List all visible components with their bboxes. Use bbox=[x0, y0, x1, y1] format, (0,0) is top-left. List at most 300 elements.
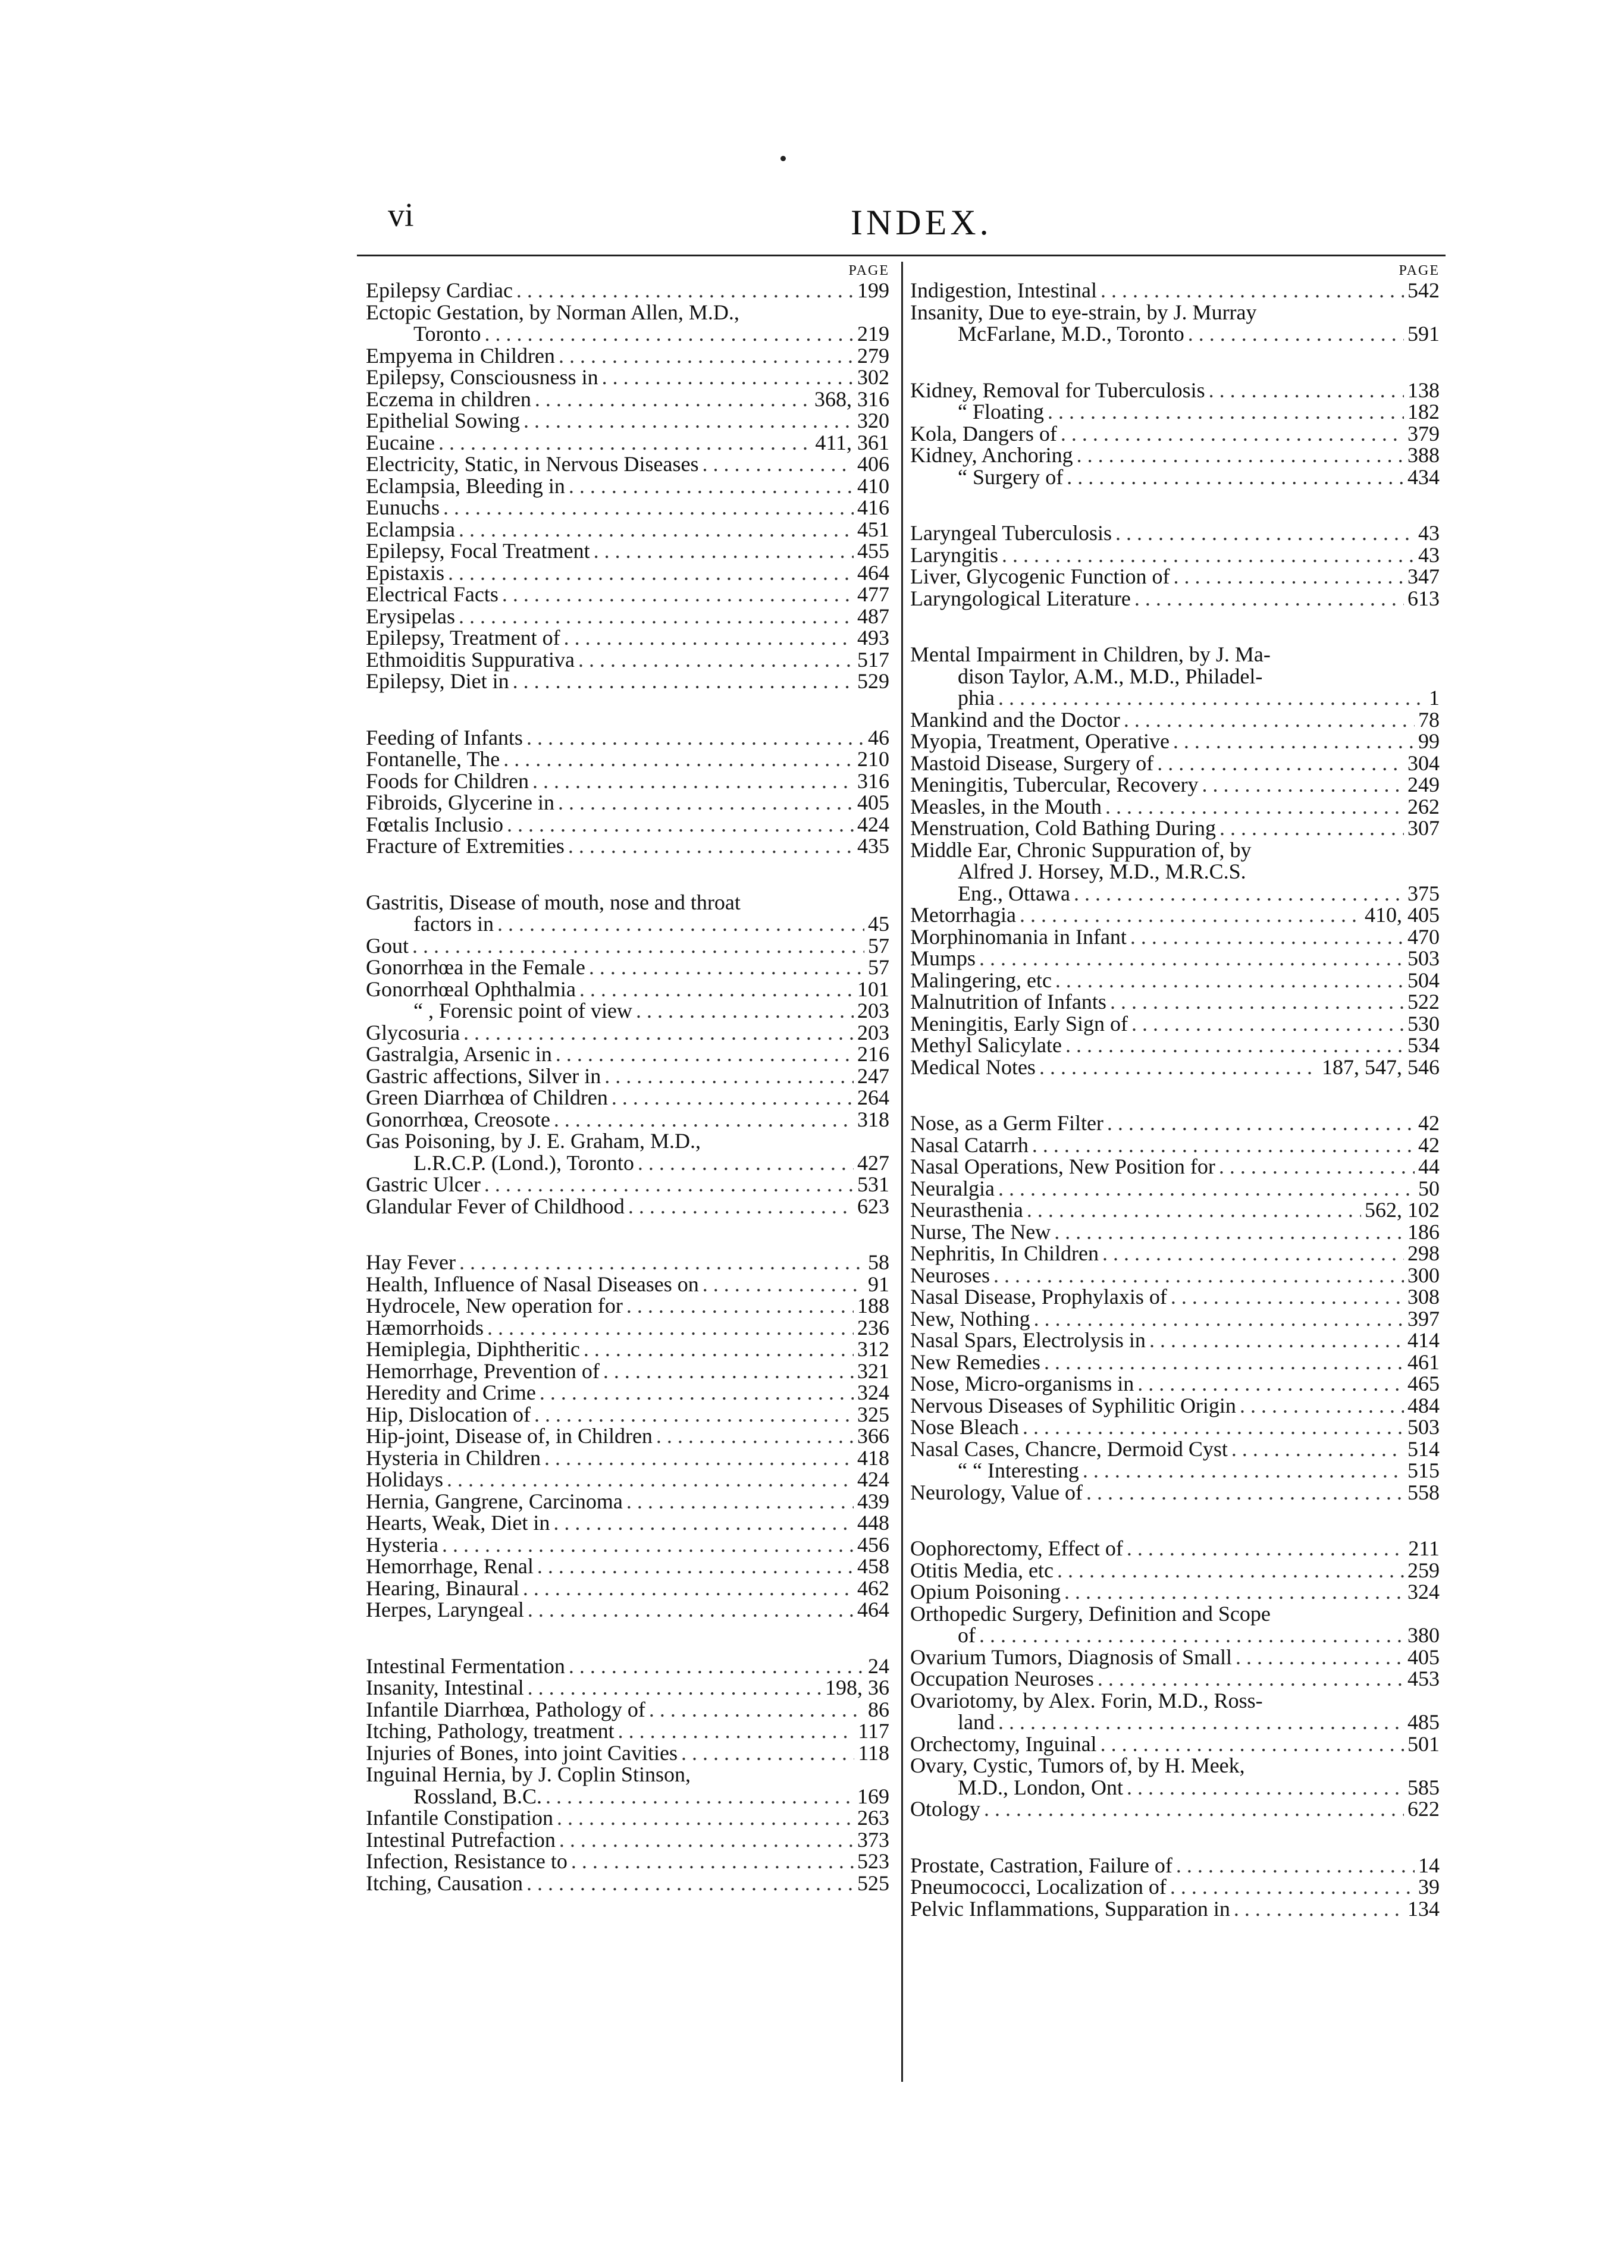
dot-leader bbox=[584, 1338, 854, 1360]
index-page-number: 523 bbox=[857, 1849, 889, 1873]
index-page-number: 439 bbox=[857, 1489, 889, 1513]
dot-leader bbox=[569, 1655, 864, 1677]
index-entry bbox=[366, 1786, 889, 1808]
index-entry-text: Ovary, Cystic, Tumors of, by H. Meek, bbox=[910, 1753, 1245, 1777]
index-entry-text: Mastoid Disease, Surgery of bbox=[910, 751, 1154, 775]
index-entry-text: Nose Bleach bbox=[910, 1415, 1019, 1439]
dot-leader bbox=[1061, 423, 1404, 445]
index-entry-text: Kidney, Anchoring bbox=[910, 443, 1073, 467]
index-entry-text: Kola, Dangers of bbox=[910, 421, 1057, 446]
index-entry bbox=[910, 904, 1440, 926]
index-page-number: 263 bbox=[857, 1806, 889, 1830]
dot-leader bbox=[1057, 1560, 1404, 1582]
index-entry bbox=[366, 388, 889, 410]
index-entry-text: Injuries of Bones, into joint Cavities bbox=[366, 1740, 678, 1765]
dot-leader bbox=[532, 770, 854, 792]
index-entry bbox=[910, 709, 1440, 731]
dot-leader bbox=[484, 1174, 854, 1196]
index-page-number: 558 bbox=[1407, 1480, 1440, 1504]
index-entry-text: Epilepsy, Treatment of bbox=[366, 626, 560, 650]
index-entry bbox=[366, 1152, 889, 1174]
index-entry-text: Mumps bbox=[910, 946, 976, 970]
index-page-number: 435 bbox=[857, 834, 889, 858]
index-page-number: 397 bbox=[1407, 1306, 1440, 1331]
index-page-number: 493 bbox=[857, 626, 889, 650]
dot-leader bbox=[1044, 1351, 1404, 1373]
index-entry-text: Nasal Catarrh bbox=[910, 1133, 1029, 1157]
dot-leader bbox=[612, 1087, 854, 1109]
index-entry-text: Insanity, Due to eye-strain, by J. Murray bbox=[910, 300, 1257, 324]
dot-leader bbox=[503, 748, 854, 770]
dot-leader bbox=[1048, 401, 1404, 423]
index-column-right bbox=[910, 262, 1440, 1919]
index-entry-text: Insanity, Intestinal bbox=[366, 1676, 524, 1699]
index-entry-text: Eunuchs bbox=[366, 495, 440, 519]
index-entry-text: Glandular Fever of Childhood bbox=[366, 1194, 625, 1218]
index-entry bbox=[366, 1360, 889, 1382]
index-page-number: 623 bbox=[857, 1194, 889, 1218]
dot-leader bbox=[998, 687, 1425, 709]
index-entry bbox=[910, 1668, 1440, 1690]
index-entry-text: phia bbox=[958, 686, 995, 710]
index-entry-text: Ovarium Tumors, Diagnosis of Small bbox=[910, 1645, 1233, 1669]
index-entry bbox=[366, 1677, 889, 1699]
left-entries bbox=[366, 280, 889, 1894]
index-entry bbox=[366, 748, 889, 770]
index-entry-text: Hernia, Gangrene, Carcinoma bbox=[366, 1489, 623, 1513]
column-divider bbox=[901, 262, 903, 2082]
index-page-number: 91 bbox=[868, 1272, 889, 1296]
dot-leader bbox=[557, 1807, 854, 1829]
index-entry bbox=[366, 1469, 889, 1491]
index-page-number: 410, 405 bbox=[1365, 903, 1440, 927]
dot-leader bbox=[438, 432, 811, 454]
index-entry-text: Meningitis, Early Sign of bbox=[910, 1011, 1128, 1036]
index-entry bbox=[366, 1317, 889, 1339]
index-page-number: 42 bbox=[1418, 1133, 1440, 1157]
dot-leader bbox=[578, 649, 854, 671]
dot-leader bbox=[484, 323, 854, 345]
index-entry bbox=[910, 1581, 1440, 1603]
dot-leader bbox=[1086, 1482, 1404, 1504]
index-entry bbox=[366, 935, 889, 957]
dot-leader bbox=[1027, 1199, 1361, 1221]
index-entry-text: Gas Poisoning, by J. E. Graham, M.D., bbox=[366, 1129, 701, 1153]
index-entry-text: Hearts, Weak, Diet in bbox=[366, 1511, 550, 1535]
index-entry bbox=[910, 1308, 1440, 1330]
index-page-number: 455 bbox=[857, 539, 889, 563]
index-entry bbox=[366, 1850, 889, 1872]
dot-leader bbox=[1034, 1308, 1404, 1330]
index-page-number: 461 bbox=[1407, 1350, 1440, 1374]
index-entry-text: Gastritis, Disease of mouth, nose and throat bbox=[366, 890, 741, 914]
dot-leader bbox=[1098, 1668, 1404, 1690]
index-entry bbox=[910, 1265, 1440, 1287]
index-page-number: 318 bbox=[857, 1107, 889, 1131]
index-page-number: 219 bbox=[857, 322, 889, 346]
index-page-number: 324 bbox=[857, 1381, 889, 1404]
dot-leader bbox=[1067, 466, 1404, 488]
index-entry bbox=[366, 1655, 889, 1677]
index-page-number: 118 bbox=[858, 1740, 889, 1765]
index-entry-text: Middle Ear, Chronic Suppuration of, by bbox=[910, 837, 1252, 862]
dot-leader bbox=[544, 1447, 854, 1469]
index-entry-text: land bbox=[958, 1710, 995, 1734]
dot-leader bbox=[1055, 970, 1404, 992]
index-entry-text: Opium Poisoning bbox=[910, 1580, 1061, 1604]
index-entry-text: Gonorrhœal Ophthalmia bbox=[366, 977, 576, 1001]
index-entry bbox=[910, 566, 1440, 588]
index-entry bbox=[910, 1733, 1440, 1755]
index-entry bbox=[910, 948, 1440, 970]
index-entry bbox=[366, 1273, 889, 1295]
index-entry-text: Nurse, The New bbox=[910, 1219, 1051, 1244]
index-page-number: 366 bbox=[857, 1424, 889, 1448]
dot-leader bbox=[559, 1829, 854, 1851]
index-page-number: 210 bbox=[857, 747, 889, 771]
index-entry-text: Laryngeal Tuberculosis bbox=[910, 521, 1112, 545]
index-page-number: 50 bbox=[1418, 1176, 1440, 1200]
dot-leader bbox=[1130, 926, 1404, 948]
index-page-number: 302 bbox=[857, 365, 889, 389]
index-group bbox=[366, 1655, 889, 1894]
index-entry-text: Infection, Resistance to bbox=[366, 1849, 568, 1873]
index-entry bbox=[910, 1898, 1440, 1920]
index-page-number: 434 bbox=[1407, 465, 1440, 489]
index-page-number: 451 bbox=[857, 517, 889, 541]
dot-leader bbox=[1074, 883, 1404, 905]
index-entry-text: Empyema in Children bbox=[366, 343, 555, 368]
dot-leader bbox=[1124, 709, 1415, 731]
index-entry-text: Prostate, Castration, Failure of bbox=[910, 1853, 1172, 1877]
index-entry-text: Hysteria bbox=[366, 1532, 438, 1557]
dot-leader bbox=[569, 475, 854, 497]
index-entry bbox=[910, 1134, 1440, 1156]
index-group bbox=[910, 1538, 1440, 1820]
index-page-number: 487 bbox=[857, 604, 889, 628]
index-entry-text: Methyl Salicylate bbox=[910, 1033, 1062, 1057]
index-entry-text: dison Taylor, A.M., M.D., Philadel- bbox=[958, 664, 1263, 688]
index-entry bbox=[366, 1196, 889, 1218]
index-entry-text: Hemorrhage, Prevention of bbox=[366, 1359, 600, 1383]
dot-leader bbox=[1065, 1034, 1404, 1056]
index-entry bbox=[366, 1720, 889, 1742]
dot-leader bbox=[984, 1798, 1404, 1820]
index-page-number: 416 bbox=[857, 495, 889, 519]
index-entry-text: Hemorrhage, Renal bbox=[366, 1554, 534, 1578]
index-page-number: 101 bbox=[857, 977, 889, 1001]
index-entry-text: Myopia, Treatment, Operative bbox=[910, 729, 1170, 753]
index-entry-text: Laryngitis bbox=[910, 542, 998, 567]
index-page-number: 320 bbox=[857, 409, 889, 432]
index-entry bbox=[366, 519, 889, 541]
index-entry-text: Eczema in children bbox=[366, 387, 531, 411]
dot-leader bbox=[1234, 1898, 1404, 1920]
dot-leader bbox=[459, 606, 854, 628]
dot-leader bbox=[507, 814, 854, 836]
index-entry-text: Hay Fever bbox=[366, 1250, 456, 1274]
index-entry-text: Laryngological Literature bbox=[910, 586, 1131, 610]
index-entry-text: M.D., London, Ont bbox=[958, 1775, 1123, 1799]
index-entry-text: Fracture of Extremities bbox=[366, 834, 565, 858]
index-entry bbox=[366, 913, 889, 935]
index-entry bbox=[910, 970, 1440, 992]
index-page-number: 24 bbox=[868, 1654, 889, 1678]
index-entry bbox=[366, 1807, 889, 1829]
index-page-number: 427 bbox=[857, 1150, 889, 1175]
index-page-number: 464 bbox=[857, 1598, 889, 1621]
index-entry bbox=[910, 991, 1440, 1013]
dot-leader bbox=[1115, 522, 1415, 544]
index-page-number: 308 bbox=[1407, 1285, 1440, 1309]
index-page-number: 187, 547, 546 bbox=[1322, 1055, 1440, 1079]
index-page-number: 324 bbox=[1407, 1580, 1440, 1604]
index-entry bbox=[366, 1555, 889, 1577]
index-page-number: 514 bbox=[1407, 1436, 1440, 1461]
index-entry-text: Epilepsy Cardiac bbox=[366, 278, 513, 302]
index-entry bbox=[366, 1174, 889, 1196]
index-entry bbox=[366, 432, 889, 454]
index-entry-text: Hip, Dislocation of bbox=[366, 1402, 531, 1426]
index-entry-text: Eclampsia bbox=[366, 517, 455, 541]
dot-leader bbox=[1023, 1416, 1404, 1438]
index-entry-text: Electrical Facts bbox=[366, 582, 499, 606]
index-entry bbox=[366, 1109, 889, 1131]
index-page-number: 464 bbox=[857, 560, 889, 585]
index-entry-text: Gonorrhœa, Creosote bbox=[366, 1107, 550, 1131]
index-page-number: 42 bbox=[1418, 1111, 1440, 1135]
dot-leader bbox=[442, 1534, 854, 1556]
index-entry bbox=[910, 1855, 1440, 1877]
dot-leader bbox=[1173, 566, 1404, 588]
index-page-number: 462 bbox=[857, 1576, 889, 1600]
index-entry-text: Herpes, Laryngeal bbox=[366, 1598, 524, 1621]
index-page-number: 46 bbox=[868, 725, 889, 749]
index-entry bbox=[366, 835, 889, 857]
index-entry bbox=[910, 1538, 1440, 1560]
dot-leader bbox=[556, 1043, 854, 1065]
index-page-number: 58 bbox=[868, 1250, 889, 1274]
dot-leader bbox=[1173, 730, 1415, 752]
index-page-number: 542 bbox=[1407, 278, 1440, 302]
index-entry-text: Eucaine bbox=[366, 430, 435, 454]
index-entry bbox=[366, 497, 889, 519]
index-entry bbox=[910, 1624, 1440, 1646]
index-entry-text: Gastralgia, Arsenic in bbox=[366, 1042, 552, 1066]
dot-leader bbox=[636, 1000, 854, 1022]
dot-leader bbox=[1170, 1876, 1415, 1898]
dot-leader bbox=[516, 280, 854, 302]
index-entry bbox=[366, 475, 889, 497]
index-group bbox=[910, 644, 1440, 1078]
dot-leader bbox=[568, 835, 854, 857]
index-group bbox=[366, 727, 889, 857]
index-entry-text: Holidays bbox=[366, 1467, 443, 1491]
index-entry bbox=[910, 730, 1440, 752]
index-group bbox=[910, 1112, 1440, 1503]
index-page-number: 304 bbox=[1407, 751, 1440, 775]
index-entry bbox=[910, 1329, 1440, 1351]
dot-leader bbox=[618, 1720, 855, 1742]
index-entry-text: Infantile Diarrhœa, Pathology of bbox=[366, 1697, 645, 1721]
dot-leader bbox=[1101, 280, 1404, 302]
dot-leader bbox=[553, 1512, 854, 1534]
index-entry-text: Ethmoiditis Suppurativa bbox=[366, 647, 575, 672]
index-entry bbox=[910, 752, 1440, 774]
index-entry bbox=[366, 1425, 889, 1447]
index-entry-text: Liver, Glycogenic Function of bbox=[910, 564, 1170, 588]
index-entry-text: Nasal Operations, New Position for bbox=[910, 1155, 1215, 1178]
dot-leader bbox=[1134, 588, 1404, 610]
index-entry-text: Inguinal Hernia, by J. Coplin Stinson, bbox=[366, 1762, 691, 1786]
dot-leader bbox=[1137, 1373, 1404, 1395]
index-entry-text: Otology bbox=[910, 1797, 981, 1821]
index-group bbox=[910, 1855, 1440, 1920]
index-page-number: 325 bbox=[857, 1402, 889, 1426]
dot-leader bbox=[571, 1850, 854, 1872]
index-entry-text: Nasal Spars, Electrolysis in bbox=[910, 1328, 1146, 1352]
index-entry-text: Gastric Ulcer bbox=[366, 1172, 481, 1196]
index-entry-text: Rossland, B.C. bbox=[413, 1784, 543, 1808]
dot-leader bbox=[497, 913, 864, 935]
dot-leader bbox=[564, 627, 854, 649]
index-page-number: 45 bbox=[868, 912, 889, 936]
index-page-number: 312 bbox=[857, 1337, 889, 1361]
index-entry bbox=[366, 1251, 889, 1273]
dot-leader bbox=[1064, 1581, 1404, 1603]
index-entry bbox=[366, 792, 889, 814]
index-page-number: 300 bbox=[1407, 1263, 1440, 1287]
page-column-label: PAGE bbox=[848, 263, 889, 278]
dot-leader bbox=[979, 948, 1404, 970]
index-entry bbox=[910, 379, 1440, 401]
index-page-number: 211 bbox=[1408, 1536, 1440, 1560]
index-entry-text: Glycosuria bbox=[366, 1020, 460, 1044]
index-page-number: 216 bbox=[857, 1042, 889, 1066]
dot-leader bbox=[626, 1295, 854, 1317]
index-entry bbox=[366, 366, 889, 388]
index-entry bbox=[910, 1286, 1440, 1308]
index-entry bbox=[366, 1087, 889, 1109]
dot-leader bbox=[502, 584, 854, 606]
dot-leader bbox=[558, 792, 854, 814]
index-entry bbox=[366, 670, 889, 692]
dot-leader bbox=[638, 1152, 854, 1174]
index-page-number: 534 bbox=[1407, 1033, 1440, 1057]
index-entry bbox=[910, 1112, 1440, 1134]
index-page-number: 316 bbox=[857, 768, 889, 793]
dot-leader bbox=[1020, 904, 1361, 926]
dot-leader bbox=[459, 1251, 864, 1273]
index-page-number: 525 bbox=[857, 1871, 889, 1895]
index-page-number: 43 bbox=[1418, 542, 1440, 567]
dot-leader bbox=[998, 1178, 1415, 1200]
dot-leader bbox=[447, 1469, 854, 1491]
dot-leader bbox=[545, 1786, 854, 1808]
dot-leader bbox=[535, 388, 811, 410]
right-entries bbox=[910, 280, 1440, 1919]
index-page-number: 321 bbox=[857, 1359, 889, 1383]
index-entry-text: Occupation Neuroses bbox=[910, 1667, 1094, 1690]
index-page-number: 198, 36 bbox=[825, 1676, 889, 1699]
dot-leader bbox=[528, 1677, 822, 1699]
index-entry-text: Eng., Ottawa bbox=[958, 881, 1070, 905]
index-entry-text: Gastric affections, Silver in bbox=[366, 1064, 601, 1088]
index-entry bbox=[366, 345, 889, 367]
index-entry-text: Itching, Causation bbox=[366, 1871, 523, 1895]
index-page-number: 188 bbox=[857, 1294, 889, 1317]
index-entry-text: Intestinal Fermentation bbox=[366, 1654, 565, 1678]
index-entry-text: L.R.C.P. (Lond.), Toronto bbox=[413, 1150, 634, 1175]
dot-leader bbox=[1083, 1460, 1404, 1482]
index-entry-text: Orchectomy, Inguinal bbox=[910, 1731, 1097, 1756]
index-entry-text: Fœtalis Inclusio bbox=[366, 812, 503, 836]
page-number: vi bbox=[388, 197, 414, 234]
index-entry bbox=[910, 1711, 1440, 1733]
dot-leader bbox=[1219, 817, 1404, 839]
index-entry bbox=[910, 687, 1440, 709]
index-entry bbox=[910, 423, 1440, 445]
dot-leader bbox=[523, 1577, 854, 1599]
index-entry bbox=[910, 444, 1440, 466]
index-entry-text: Epilepsy, Diet in bbox=[366, 669, 509, 693]
dot-leader bbox=[1131, 1013, 1404, 1035]
index-entry bbox=[910, 926, 1440, 948]
index-page-number: 424 bbox=[857, 1467, 889, 1491]
index-page-number: 501 bbox=[1407, 1731, 1440, 1756]
dot-leader bbox=[703, 1273, 864, 1295]
index-entry-text: Nasal Cases, Chancre, Dermoid Cyst bbox=[910, 1436, 1228, 1461]
dot-leader bbox=[448, 562, 854, 584]
dot-leader bbox=[1002, 544, 1415, 566]
index-entry bbox=[366, 1829, 889, 1851]
index-entry bbox=[366, 540, 889, 562]
index-page-number: 39 bbox=[1418, 1875, 1440, 1899]
dot-leader bbox=[1077, 444, 1404, 466]
index-entry-text: “ Floating bbox=[958, 400, 1044, 424]
index-page-number: 515 bbox=[1407, 1458, 1440, 1482]
index-entry-text: Nose, as a Germ Filter bbox=[910, 1111, 1103, 1135]
index-entry-text: Morphinomania in Infant bbox=[910, 924, 1127, 949]
index-entry bbox=[910, 588, 1440, 610]
index-entry-text: Neurology, Value of bbox=[910, 1480, 1083, 1504]
dot-leader bbox=[1171, 1286, 1404, 1308]
index-entry bbox=[366, 606, 889, 628]
index-entry bbox=[910, 401, 1440, 423]
index-entry-text: Orthopedic Surgery, Definition and Scope bbox=[910, 1601, 1271, 1626]
index-entry bbox=[366, 1295, 889, 1317]
index-page-number: 138 bbox=[1407, 378, 1440, 402]
index-entry-text: Hip-joint, Disease of, in Children bbox=[366, 1424, 653, 1448]
index-entry bbox=[366, 410, 889, 432]
index-entry-text: Feeding of Infants bbox=[366, 725, 523, 749]
index-entry-text: Pelvic Inflammations, Supparation in bbox=[910, 1896, 1230, 1921]
index-entry bbox=[910, 522, 1440, 544]
dot-leader bbox=[1231, 1438, 1404, 1460]
dot-leader bbox=[559, 345, 854, 367]
dot-leader bbox=[979, 1624, 1404, 1646]
index-page-number: 485 bbox=[1407, 1710, 1440, 1734]
index-page-number: 236 bbox=[857, 1315, 889, 1340]
page-column-label: PAGE bbox=[1399, 263, 1440, 278]
index-entry bbox=[366, 584, 889, 606]
index-entry bbox=[366, 1404, 889, 1426]
index-page-number: 373 bbox=[857, 1827, 889, 1852]
index-entry-text: Measles, in the Mouth bbox=[910, 794, 1102, 818]
index-entry-text: Gonorrhœa in the Female bbox=[366, 955, 585, 979]
index-entry bbox=[910, 1056, 1440, 1078]
dot-leader bbox=[1209, 379, 1404, 401]
